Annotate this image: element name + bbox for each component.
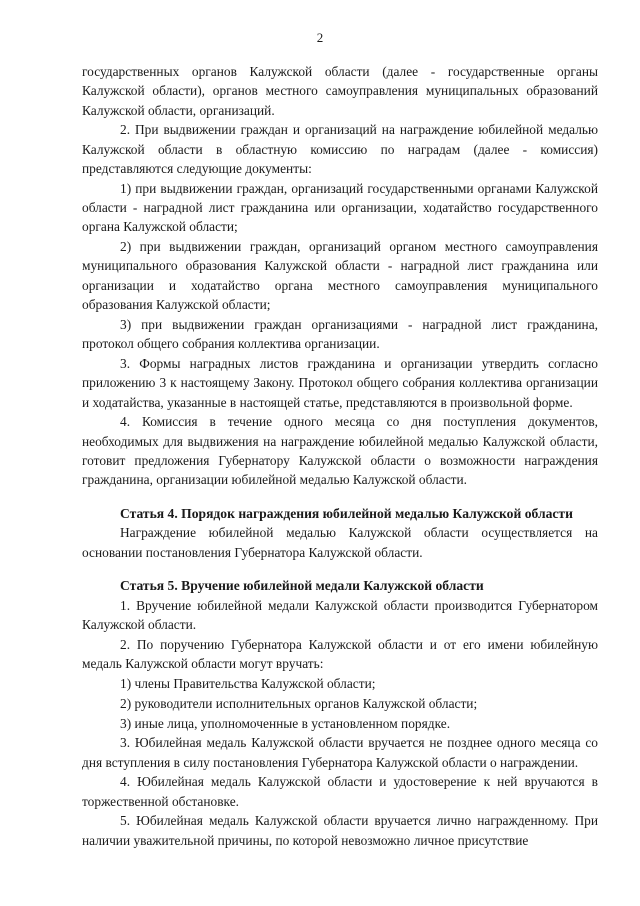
article-5-item-5: 5. Юбилейная медаль Калужской области вручается лично награжденному. При наличии уважительной причины, по которой невозможно личное присутствие (82, 813, 598, 848)
article-5-item-1: 1. Вручение юбилейной медали Калужской области производится Губернатором Калужской области. (82, 597, 598, 633)
subitem-1: 1) при выдвижении граждан, организаций государственными органами Калужской области - наградной лист гражданина или организации, ходатайство государственного органа Калужской области; (82, 180, 598, 235)
article-5-subitem-3: 3) иные лица, уполномоченные в установленном порядке. (120, 715, 451, 731)
article-5-item-4: 4. Юбилейная медаль Калужской области и удостоверение к ней вручаются в торжественной обстановке. (82, 774, 598, 809)
paragraph-item-3: 3. Формы наградных листов гражданина и организации утвердить согласно приложению 3 к настоящему Закону. Протокол общего собрания коллектива организации и ходатайства, указанные в настоящей статье, представляются в произвольной форме. (82, 355, 598, 410)
article-5-subitem-1: 1) члены Правительства Калужской области; (120, 675, 376, 691)
article-5-subitem-2: 2) руководители исполнительных органов Калужской области; (120, 695, 478, 711)
subitem-3: 3) при выдвижении граждан организациями - наградной лист гражданина, протокол общего собрания коллектива организации. (82, 316, 598, 352)
page-number: 2 (316, 30, 324, 45)
subitem-2: 2) при выдвижении граждан, организаций органом местного самоуправления муниципального образования Калужской области - наградной лист гражданина или организации и ходатайство органа местного самоуправления муниципального образования Калужской области; (82, 239, 598, 313)
paragraph-item-2: 2. При выдвижении граждан и организаций на награждение юбилейной медалью Калужской области в областную комиссию по наградам (далее - комиссия) представляются следующие документы: (82, 122, 598, 176)
article-5-item-3: 3. Юбилейная медаль Калужской области вручается не позднее одного месяца со дня вступления в силу постановления Губернатора Калужской области о награждении. (82, 735, 598, 770)
document-body (82, 62, 598, 851)
paragraph-item-4: 4. Комиссия в течение одного месяца со дня поступления документов, необходимых для выдвижения на награждение юбилейной медалью Калужской области, готовит предложения Губернатору Калужской области о возможности награждения гражданина, организации юбилейной медалью Калужской области. (82, 414, 598, 488)
paragraph-continuation: государственных органов Калужской области (далее - государственные органы Калужской области), органов местного самоуправления муниципальных образований Калужской области, организаций. (82, 64, 598, 118)
spacer (82, 490, 598, 504)
article-5-item-2: 2. По поручению Губернатора Калужской области и от его имени юбилейную медаль Калужской области могут вручать: (82, 636, 598, 672)
article-4-heading: Статья 4. Порядок награждения юбилейной медалью Калужской области (120, 506, 573, 522)
article-5-heading: Статья 5. Вручение юбилейной медали Калужской области (120, 578, 484, 594)
article-4-text: Награждение юбилейной медалью Калужской области осуществляется на основании постановления Губернатора Калужской области. (82, 525, 598, 560)
spacer (82, 562, 598, 576)
